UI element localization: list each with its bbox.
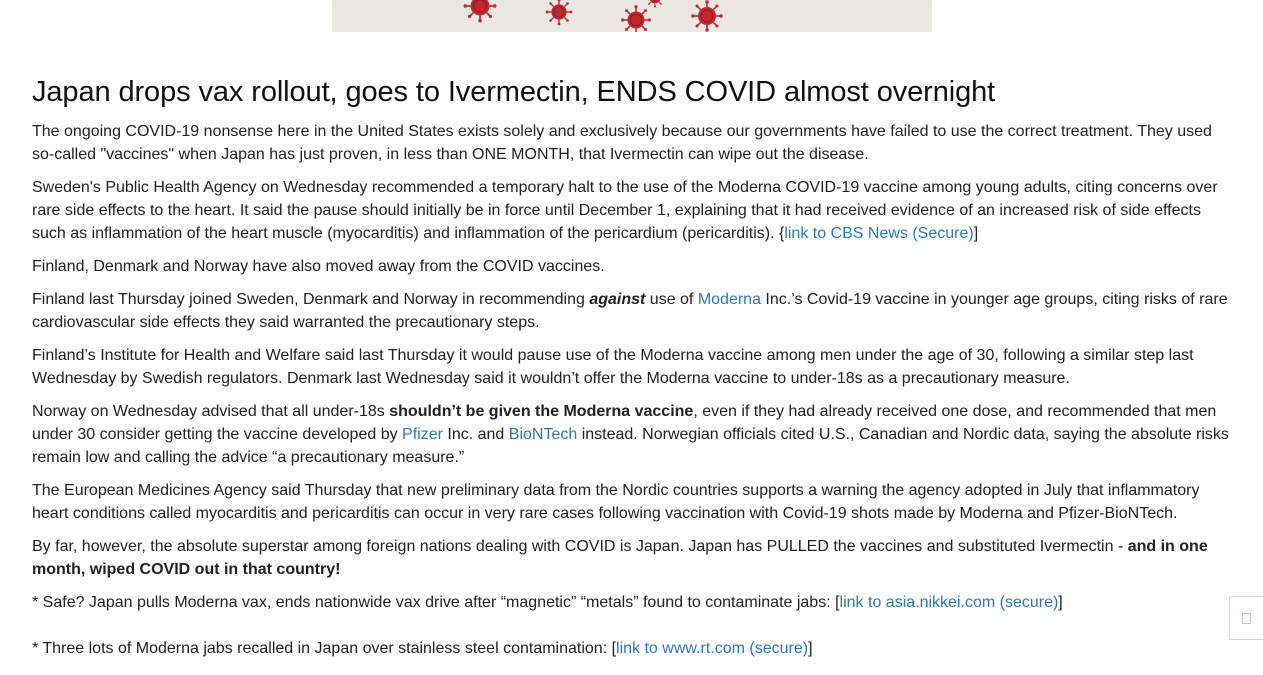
paragraph-text: By far, however, the absolute superstar among foreign nations dealing with COVID is Japan. Japan has PULLED the vaccines and substituted Ivermectin - [32, 538, 1128, 555]
emphasis-text: against [589, 291, 646, 308]
nikkei-link[interactable]: link to asia.nikkei.com (secure) [839, 594, 1059, 611]
floating-side-widget[interactable] [1229, 596, 1263, 640]
paragraph-text: Norway on Wednesday advised that all under-18s [32, 403, 390, 420]
paragraph-japan [32, 535, 1237, 581]
article-title: Japan drops vax rollout, goes to Ivermectin, ENDS COVID almost overnight [32, 76, 996, 108]
spacer [32, 624, 1237, 637]
moderna-link[interactable]: Moderna [697, 291, 761, 308]
paragraph-finland [32, 288, 1237, 334]
paragraph-text: Inc. and [442, 426, 509, 443]
bullet-nikkei [32, 591, 1237, 614]
bold-text: shouldn’t be given the Moderna vaccine [389, 403, 694, 420]
rt-link[interactable]: link to www.rt.com (secure) [616, 640, 809, 657]
header-banner-image [332, 0, 932, 32]
paragraph-text: Finland last Thursday joined Sweden, Denmark and Norway in recommending [32, 291, 590, 308]
article [32, 72, 1237, 670]
bold-text: and in one month, wiped COVID out in that country! [32, 538, 1208, 578]
paragraph-text: ] [808, 640, 813, 657]
paragraph-text: * Three lots of Moderna jabs recalled in Japan over stainless steel contamination: [ [32, 640, 617, 657]
biontech-link[interactable]: BioNTech [508, 426, 578, 443]
paragraph-text: ] [973, 225, 979, 242]
paragraph-sweden [32, 176, 1237, 245]
document-icon [1242, 613, 1251, 624]
paragraph-norway [32, 400, 1237, 469]
paragraph-text: , even if they had already received one dose, and recommended that men under 30 consider getting the vaccine developed by [32, 403, 1217, 443]
paragraph-text: use of [645, 291, 698, 308]
paragraph-text: Inc.’s Covid-19 vaccine in younger age groups, citing risks of rare cardiovascular side effects they said warranted the precautionary steps. [32, 291, 1228, 331]
paragraph-ema: The European Medicines Agency said Thursday that new preliminary data from the Nordic countries supports a warning the agency adopted in July that inflammatory heart conditions called myocarditis and pericarditis can occur in very rare cases following vaccination with Covid-19 shots made by Moderna and Pfizer-BioNTech. [32, 482, 1200, 522]
paragraph-intro: The ongoing COVID-19 nonsense here in the United States exists solely and exclusively because our governments have failed to use the correct treatment. They used so-called "vaccines" when Japan has just proven, in less than ONE MONTH, that Ivermectin can wipe out the disease. [32, 123, 1212, 163]
paragraph-finland-institute: Finland’s Institute for Health and Welfare said last Thursday it would pause use of the Moderna vaccine among men under the age of 30, following a similar step last Wednesday by Swedish regulators. Denmark last Wednesday said it wouldn’t offer the Moderna vaccine to under-18s as a precautionary measure. [32, 347, 1194, 387]
cbs-news-link[interactable]: link to CBS News (Secure) [784, 225, 974, 242]
paragraph-text: Sweden's Public Health Agency on Wednesday recommended a temporary halt to the use of the Moderna COVID-19 vaccine among young adults, citing concerns over rare side effects to the heart. It said the pause should initially be in force until December 1, explaining that it had received evidence of an increased risk of side effects such as inflammation of the heart muscle (myocarditis) and inflammation of the pericardium (pericarditis). { [32, 179, 1218, 242]
paragraph-text: * Safe? Japan pulls Moderna vax, ends nationwide vax drive after “magnetic” “metals” found to contaminate jabs: [ [32, 594, 840, 611]
paragraph-text: ] [1058, 594, 1063, 611]
paragraph-nordic-countries: Finland, Denmark and Norway have also moved away from the COVID vaccines. [32, 258, 605, 275]
bullet-rt [32, 637, 1237, 660]
pfizer-link[interactable]: Pfizer [402, 426, 443, 443]
virus-illustration-icon [332, 0, 932, 32]
paragraph-text: instead. Norwegian officials cited U.S., Canadian and Nordic data, saying the absolute risks remain low and calling the advice “a precautionary measure.” [32, 426, 1229, 466]
